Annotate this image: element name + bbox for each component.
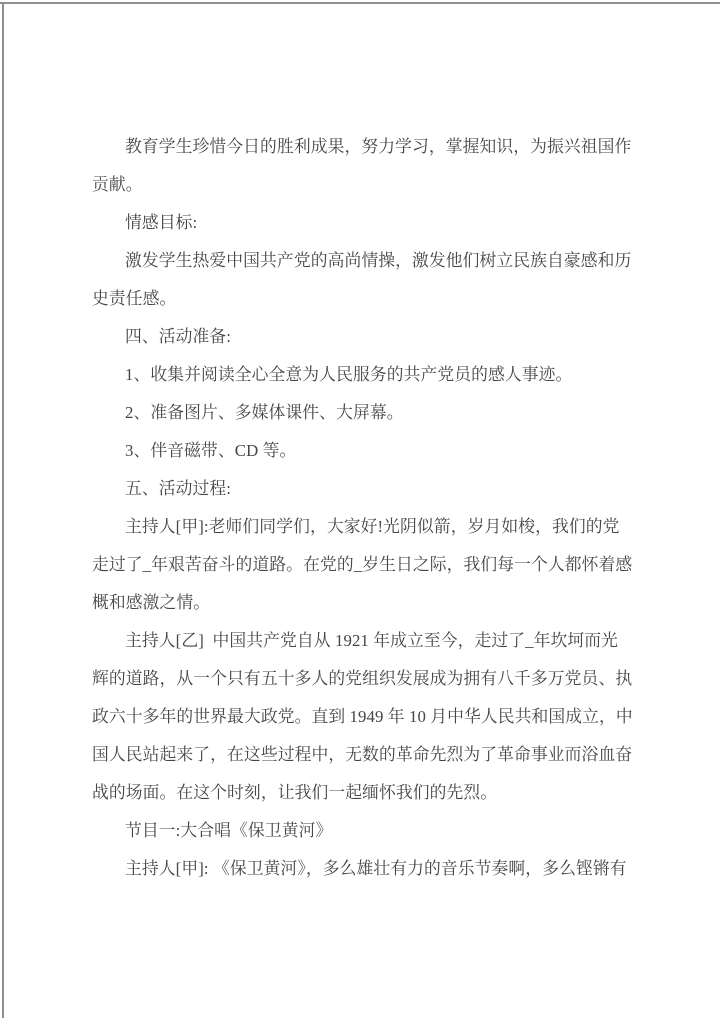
text-line: 概和感激之情。 [92,593,211,612]
text-line: 辉的道路，从一个只有五十多人的党组织发展成为拥有八千多万党员、执 [92,669,633,688]
page-left-border [2,2,4,1018]
text-line: 贡献。 [92,175,143,194]
text-line: 教育学生珍惜今日的胜利成果，努力学习，掌握知识，为振兴祖国作 [125,137,632,156]
text-line: 国人民站起来了，在这些过程中，无数的革命先烈为了革命事业而浴血奋 [92,745,633,764]
text-line: 史责任感。 [92,289,177,308]
text-line: 主持人[甲]: 《保卫黄河》，多么雄壮有力的音乐节奏啊，多么铿锵有 [125,859,627,878]
text-line: 政六十多年的世界最大政党。直到 1949 年 10 月中华人民共和国成立，中 [92,707,633,726]
text-line: 主持人[甲]:老师们同学们，大家好!光阴似箭，岁月如梭，我们的党 [125,517,620,536]
text-line: 3、伴音磁带、CD 等。 [125,441,297,460]
text-line: 战的场面。在这个时刻，让我们一起缅怀我们的先烈。 [92,783,498,802]
text-line: 五、活动过程: [125,479,232,498]
document-body [92,128,632,888]
text-line: 走过了_年艰苦奋斗的道路。在党的_岁生日之际，我们每一个人都怀着感 [92,555,633,574]
page-top-border [0,2,720,4]
text-line: 情感目标: [125,213,198,232]
text-line: 主持人[乙] 中国共产党自从 1921 年成立至今，走过了_年坎坷而光 [125,631,619,650]
text-line: 四、活动准备: [125,327,232,346]
text-line: 1、收集并阅读全心全意为人民服务的共产党员的感人事迹。 [125,365,573,384]
text-line: 激发学生热爱中国共产党的高尚情操，激发他们树立民族自豪感和历 [125,251,632,270]
text-line: 2、准备图片、多媒体课件、大屏幕。 [125,403,404,422]
text-line: 节目一:大合唱《保卫黄河》 [125,821,333,840]
